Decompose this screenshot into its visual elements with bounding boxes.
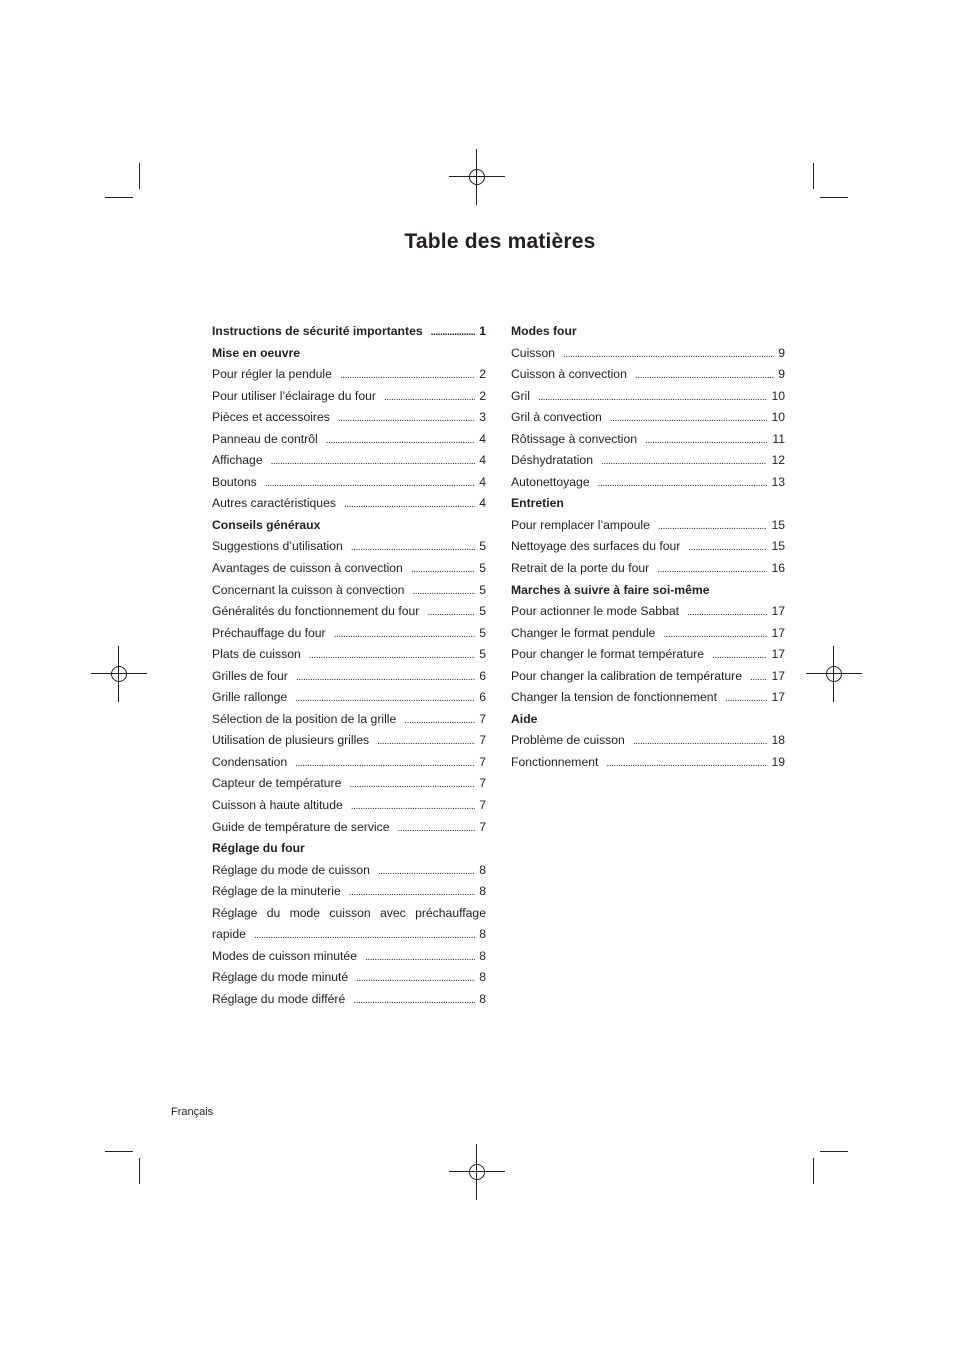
toc-page-number: 15 [771, 539, 785, 554]
toc-entry [212, 989, 486, 1011]
toc-entry-text: Gril à convection [511, 410, 602, 425]
toc-entry-text: Gril [511, 388, 530, 403]
toc-entry [212, 903, 486, 925]
toc-leader-dots [384, 386, 475, 409]
toc-entry-text: Panneau de contrôl [212, 431, 318, 446]
toc-entry-text: Pièces et accessoires [212, 410, 330, 425]
toc-page-number: 16 [771, 561, 785, 576]
toc-page-number: 7 [479, 733, 486, 748]
toc-leader-dots [356, 967, 475, 990]
toc-page-number: 9 [778, 345, 785, 360]
toc-leader-dots [610, 407, 768, 430]
toc-page-number: 7 [479, 776, 486, 791]
toc-leader-dots [601, 450, 767, 473]
toc-entry-text: Problème de cuisson [511, 733, 625, 748]
toc-leader-dots [598, 472, 768, 495]
toc-heading [511, 580, 785, 602]
toc-page-number: 3 [479, 410, 486, 425]
toc-entry [212, 364, 486, 386]
toc-leader-dots [404, 709, 475, 732]
toc-page-number: 4 [479, 453, 486, 468]
toc-entry [212, 881, 486, 903]
toc-entry-text: Instructions de sécurité importantes [212, 324, 423, 338]
toc-entry-text: Entretien [511, 496, 564, 511]
toc-entry-text: Réglage de la minuterie [212, 884, 341, 899]
registration-mark-bottom [467, 1162, 487, 1182]
toc-entry-text: Réglage du four [212, 841, 305, 856]
toc-page-number: 7 [479, 754, 486, 769]
toc-entry [511, 386, 785, 408]
toc-entry [511, 752, 785, 774]
toc-heading [212, 343, 486, 365]
toc-page-number: 19 [771, 754, 785, 769]
toc-entry [212, 601, 486, 623]
toc-page-number: 8 [479, 948, 486, 963]
toc-leader-dots [712, 644, 767, 667]
toc-entry-text: Capteur de température [212, 776, 342, 791]
toc-page-number: 11 [772, 431, 785, 446]
toc-page-number: 8 [479, 927, 486, 942]
toc-entry-text: Généralités du fonctionnement du four [212, 604, 420, 619]
toc-entry-text: Rôtissage à convection [511, 431, 638, 446]
toc-page-number: 9 [778, 367, 785, 382]
toc-entry-text: Condensation [212, 754, 288, 769]
toc-entry-text: Avantages de cuisson à convection [212, 561, 403, 576]
toc-entry-text: Préchauffage du four [212, 625, 326, 640]
toc-entry-text: Modes de cuisson minutée [212, 948, 357, 963]
toc-entry [212, 752, 486, 774]
toc-entry [212, 687, 486, 709]
toc-leader-dots [353, 989, 475, 1012]
toc-heading [511, 709, 785, 731]
toc-entry-text: Réglage du mode de cuisson [212, 862, 370, 877]
toc-entry [212, 860, 486, 882]
toc-entry-text: Autonettoyage [511, 474, 590, 489]
toc-leader-dots [687, 601, 767, 624]
page-title: Table des matières [404, 230, 596, 253]
toc-page-number: 6 [479, 690, 486, 705]
crop-mark [139, 163, 140, 189]
toc-entry-text: Guide de température de service [212, 819, 390, 834]
toc-leader-dots [657, 558, 767, 581]
toc-heading [212, 515, 486, 537]
toc-page-number: 6 [479, 668, 486, 683]
toc-page-number: 8 [479, 991, 486, 1006]
toc-page-number: 5 [479, 625, 486, 640]
crop-mark [820, 197, 848, 198]
toc-entry [511, 515, 785, 537]
toc-leader-dots [344, 493, 475, 516]
toc-page-number: 17 [771, 647, 785, 662]
toc-entry [212, 924, 486, 946]
toc-entry [212, 450, 486, 472]
toc-entry-text: Mise en oeuvre [212, 345, 301, 360]
toc-leader-dots [349, 773, 475, 796]
toc-entry-text: Nettoyage des surfaces du four [511, 539, 681, 554]
toc-leader-dots [365, 946, 475, 969]
toc-leader-dots [265, 472, 475, 495]
toc-leader-dots [378, 860, 475, 883]
toc-entry-text: Sélection de la position de la grille [212, 711, 397, 726]
toc-leader-dots [412, 580, 475, 603]
toc-leader-dots [296, 666, 475, 689]
toc-entry-text: Pour régler la pendule [212, 367, 332, 382]
toc-entry [212, 709, 486, 731]
toc-entry [212, 429, 486, 451]
registration-mark-right [824, 664, 844, 684]
toc-page-number: 4 [479, 474, 486, 489]
toc-leader-dots [349, 881, 475, 904]
toc-heading [511, 493, 785, 515]
toc-entry-text: Pour changer la calibration de température [511, 668, 743, 683]
toc-entry [212, 407, 486, 429]
registration-mark-top [467, 167, 487, 187]
toc-entry-text: Modes four [511, 324, 577, 338]
toc-entry [212, 946, 486, 968]
crop-mark [139, 1158, 140, 1184]
toc-entry-text: Réglage du mode différé [212, 991, 346, 1006]
toc-entry [212, 558, 486, 580]
toc-page-number: 17 [771, 690, 785, 705]
toc-leader-dots [338, 407, 475, 430]
toc-entry-text: Suggestions d’utilisation [212, 539, 343, 554]
registration-mark-left [109, 664, 129, 684]
toc-page-number: 8 [479, 862, 486, 877]
toc-leader-dots [431, 321, 476, 344]
toc-entry [511, 687, 785, 709]
toc-page-number: 17 [771, 668, 785, 683]
crop-mark [105, 197, 133, 198]
toc-page-number: 15 [771, 517, 785, 532]
toc-right-column [511, 321, 785, 773]
toc-leader-dots [663, 623, 767, 646]
toc-entry-text: Pour remplacer l’ampoule [511, 517, 650, 532]
toc-entry-text: Réglage du mode cuisson avec préchauffage [212, 905, 486, 920]
toc-page-number: 2 [479, 367, 486, 382]
toc-page-number: 10 [771, 410, 785, 425]
toc-entry-text: Cuisson [511, 345, 556, 360]
toc-entry [212, 967, 486, 989]
toc-page-number: 5 [479, 539, 486, 554]
toc-entry [212, 644, 486, 666]
toc-entry-text: rapide [212, 927, 246, 942]
toc-entry [212, 623, 486, 645]
toc-entry [511, 429, 785, 451]
toc-page-number: 18 [771, 733, 785, 748]
toc-leader-dots [351, 536, 475, 559]
toc-page-number: 1 [479, 324, 486, 338]
toc-heading [511, 321, 785, 343]
crop-mark [813, 163, 814, 189]
toc-entry [212, 795, 486, 817]
toc-entry [511, 450, 785, 472]
toc-leader-dots [427, 601, 475, 624]
toc-leader-dots [725, 687, 767, 710]
toc-entry-text: Déshydratation [511, 453, 593, 468]
toc-leader-dots [538, 386, 767, 409]
toc-entry [511, 730, 785, 752]
toc-leader-dots [658, 515, 768, 538]
toc-entry-text: Grille rallonge [212, 690, 288, 705]
toc-page-number: 5 [479, 647, 486, 662]
toc-entry [511, 536, 785, 558]
toc-leader-dots [635, 364, 774, 387]
toc-entry [212, 536, 486, 558]
toc-page-number: 5 [479, 561, 486, 576]
toc-page-number: 5 [479, 604, 486, 619]
toc-entry [212, 773, 486, 795]
toc-page-number: 8 [479, 970, 486, 985]
crop-mark [820, 1151, 848, 1152]
toc-leader-dots [271, 450, 476, 473]
toc-leader-dots [563, 343, 774, 366]
toc-entry-text: Pour actionner le mode Sabbat [511, 604, 680, 619]
toc-entry-text: Aide [511, 711, 538, 726]
toc-leader-dots [377, 730, 475, 753]
toc-entry-text: Cuisson à haute altitude [212, 798, 343, 813]
toc-leader-dots [750, 666, 767, 689]
toc-entry-text: Fonctionnement [511, 754, 599, 769]
toc-leader-dots [398, 817, 476, 840]
toc-entry-text: Cuisson à convection [511, 367, 627, 382]
toc-entry [212, 580, 486, 602]
toc-page-number: 10 [771, 388, 785, 403]
toc-leader-dots [309, 644, 475, 667]
toc-entry [511, 623, 785, 645]
toc-entry-text: Concernant la cuisson à convection [212, 582, 405, 597]
toc-entry [212, 730, 486, 752]
toc-leader-dots [295, 687, 475, 710]
toc-entry-text: Pour utiliser l’éclairage du four [212, 388, 376, 403]
toc-page-number: 7 [479, 819, 486, 834]
toc-entry [212, 817, 486, 839]
toc-entry-text: Autres caractéristiques [212, 496, 336, 511]
toc-entry-text: Plats de cuisson [212, 647, 301, 662]
toc-entry [511, 472, 785, 494]
toc-entry-text: Réglage du mode minuté [212, 970, 349, 985]
toc-leader-dots [334, 623, 476, 646]
toc-leader-dots [411, 558, 475, 581]
toc-entry-text: Boutons [212, 474, 257, 489]
toc-page-number: 13 [771, 474, 785, 489]
toc-leader-dots [295, 752, 475, 775]
toc-entry [511, 407, 785, 429]
toc-entry [212, 666, 486, 688]
toc-page-number: 8 [479, 884, 486, 899]
toc-heading [212, 838, 486, 860]
toc-page-number: 7 [479, 711, 486, 726]
toc-leader-dots [633, 730, 768, 753]
toc-entry [511, 364, 785, 386]
toc-entry [511, 343, 785, 365]
toc-entry [212, 386, 486, 408]
toc-entry-text: Grilles de four [212, 668, 288, 683]
toc-entry-text: Changer le format pendule [511, 625, 656, 640]
toc-leader-dots [688, 536, 767, 559]
toc-entry [511, 601, 785, 623]
toc-entry-text: Conseils généraux [212, 517, 321, 532]
toc-leader-dots [254, 924, 475, 947]
toc-leader-dots [340, 364, 475, 387]
toc-entry-text: Marches à suivre à faire soi-même [511, 582, 710, 597]
toc-entry-text: Utilisation de plusieurs grilles [212, 733, 370, 748]
toc-leader-dots [326, 429, 476, 452]
toc-entry-text: Pour changer le format température [511, 647, 705, 662]
toc-page-number: 4 [479, 496, 486, 511]
toc-left-column [212, 321, 486, 1011]
toc-entry [511, 666, 785, 688]
toc-page-number: 2 [479, 388, 486, 403]
toc-page-number: 5 [479, 582, 486, 597]
toc-leader-dots [645, 429, 768, 452]
crop-mark [813, 1158, 814, 1184]
toc-entry-text: Retrait de la porte du four [511, 561, 650, 576]
toc-entry [212, 472, 486, 494]
toc-page-number: 12 [771, 453, 785, 468]
toc-page-number: 17 [771, 604, 785, 619]
crop-mark [105, 1151, 133, 1152]
toc-page-number: 17 [771, 625, 785, 640]
toc-entry [511, 558, 785, 580]
footer-language: Français [171, 1106, 214, 1118]
toc-entry-text: Changer la tension de fonctionnement [511, 690, 717, 705]
toc-entry [511, 644, 785, 666]
toc-page-number: 7 [479, 798, 486, 813]
toc-leader-dots [606, 752, 767, 775]
toc-entry [212, 493, 486, 515]
toc-entry-text: Affichage [212, 453, 263, 468]
toc-leader-dots [351, 795, 475, 818]
toc-page-number: 4 [479, 431, 486, 446]
toc-heading [212, 321, 486, 343]
